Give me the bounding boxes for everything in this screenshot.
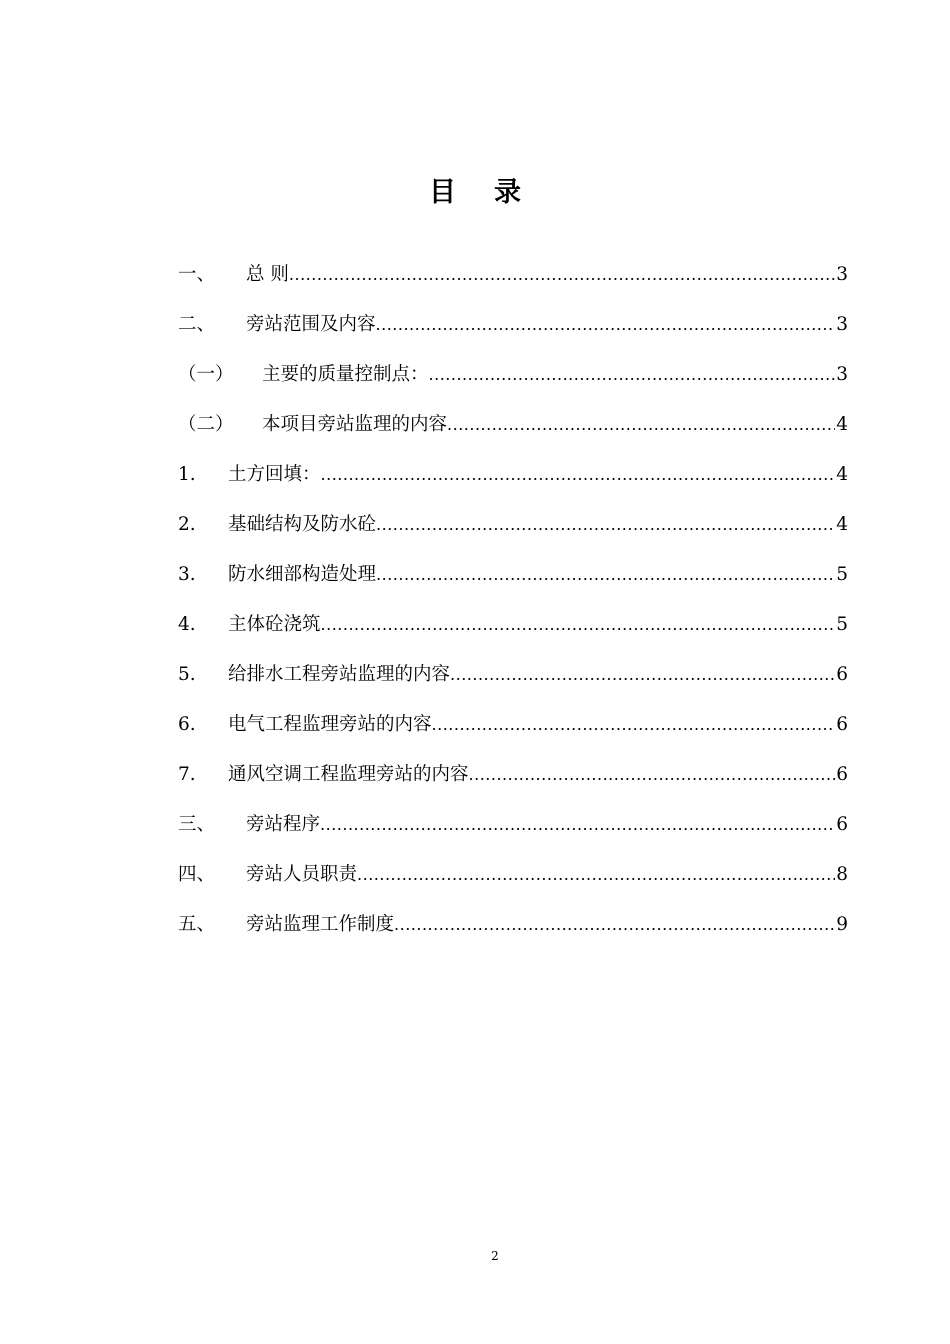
toc-leader-dots	[432, 708, 836, 742]
toc-entry-page: 5	[836, 614, 848, 635]
toc-entry-label: 旁站程序	[246, 814, 321, 835]
toc-entry-page: 6	[836, 714, 848, 735]
toc-leader-dots	[376, 558, 835, 592]
toc-entry-backfill[interactable]	[178, 458, 848, 508]
toc-entry-page: 3	[836, 264, 848, 285]
toc-entry-number: （二）	[178, 414, 234, 435]
toc-entry-hvac[interactable]	[178, 758, 848, 808]
toc-title-part1: 目	[429, 177, 456, 208]
toc-entry-label: 土方回填：	[228, 464, 321, 485]
toc-entry-general[interactable]	[178, 258, 848, 308]
toc-leader-dots	[376, 308, 836, 342]
toc-entry-number: 三、	[178, 814, 216, 835]
toc-leader-dots	[450, 658, 835, 692]
toc-entry-label: 通风空调工程监理旁站的内容	[228, 764, 469, 785]
toc-entry-number: 6.	[178, 714, 196, 735]
toc-entry-page: 8	[836, 864, 848, 885]
toc-leader-dots	[320, 808, 835, 842]
toc-entry-label: 旁站人员职责	[246, 864, 358, 885]
toc-entry-label: 防水细部构造处理	[228, 564, 377, 585]
toc-entry-page: 6	[836, 664, 848, 685]
toc-entry-work-system[interactable]	[178, 908, 848, 958]
toc-entry-scope[interactable]	[178, 308, 848, 358]
toc-entry-procedure[interactable]	[178, 808, 848, 858]
toc-leader-dots	[376, 508, 835, 542]
toc-entry-number: 7.	[178, 764, 196, 785]
toc-entry-plumbing[interactable]	[178, 658, 848, 708]
toc-leader-dots	[447, 408, 835, 442]
toc-leader-dots	[357, 858, 835, 892]
toc-entry-page: 6	[836, 764, 848, 785]
toc-entry-number: 四、	[178, 864, 216, 885]
toc-entry-label: 主体砼浇筑	[228, 614, 321, 635]
toc-entry-page: 3	[836, 364, 848, 385]
page-number: 2	[491, 1249, 499, 1263]
toc-entry-number: 3.	[178, 564, 196, 585]
toc-entry-label: 旁站监理工作制度	[246, 914, 395, 935]
toc-entry-number: 二、	[178, 314, 216, 335]
toc-entry-label: 旁站范围及内容	[246, 314, 376, 335]
toc-leader-dots	[429, 358, 836, 392]
toc-entry-responsibilities[interactable]	[178, 858, 848, 908]
toc-entry-page: 4	[836, 414, 848, 435]
table-of-contents	[178, 258, 848, 958]
toc-entry-number: 一、	[178, 264, 216, 285]
toc-entry-page: 5	[836, 564, 848, 585]
toc-entry-page: 9	[836, 914, 848, 935]
toc-entry-main-concrete[interactable]	[178, 608, 848, 658]
toc-leader-dots	[321, 608, 836, 642]
toc-entry-project-content[interactable]	[178, 408, 848, 458]
toc-title-part2: 录	[494, 177, 521, 208]
toc-leader-dots	[289, 258, 835, 292]
toc-entry-electrical[interactable]	[178, 708, 848, 758]
toc-entry-label: 总 则	[246, 264, 289, 285]
toc-leader-dots	[321, 458, 836, 492]
toc-entry-quality-points[interactable]	[178, 358, 848, 408]
toc-entry-page: 3	[836, 314, 848, 335]
toc-entry-page: 4	[836, 464, 848, 485]
toc-entry-label: 主要的质量控制点：	[262, 364, 429, 385]
toc-entry-number: 4.	[178, 614, 196, 635]
toc-entry-label: 给排水工程旁站监理的内容	[228, 664, 451, 685]
toc-entry-number: 2.	[178, 514, 196, 535]
toc-entry-waterproof-details[interactable]	[178, 558, 848, 608]
toc-leader-dots	[394, 908, 835, 942]
toc-entry-number: 5.	[178, 664, 196, 685]
toc-entry-foundation[interactable]	[178, 508, 848, 558]
toc-entry-label: 电气工程监理旁站的内容	[228, 714, 432, 735]
toc-entry-label: 基础结构及防水砼	[228, 514, 377, 535]
toc-leader-dots	[469, 758, 836, 792]
toc-entry-number: 五、	[178, 914, 216, 935]
toc-title	[0, 170, 950, 209]
toc-entry-page: 4	[836, 514, 848, 535]
toc-entry-label: 本项目旁站监理的内容	[262, 414, 448, 435]
toc-entry-number: （一）	[178, 364, 234, 385]
toc-entry-number: 1.	[178, 464, 196, 485]
toc-entry-page: 6	[836, 814, 848, 835]
